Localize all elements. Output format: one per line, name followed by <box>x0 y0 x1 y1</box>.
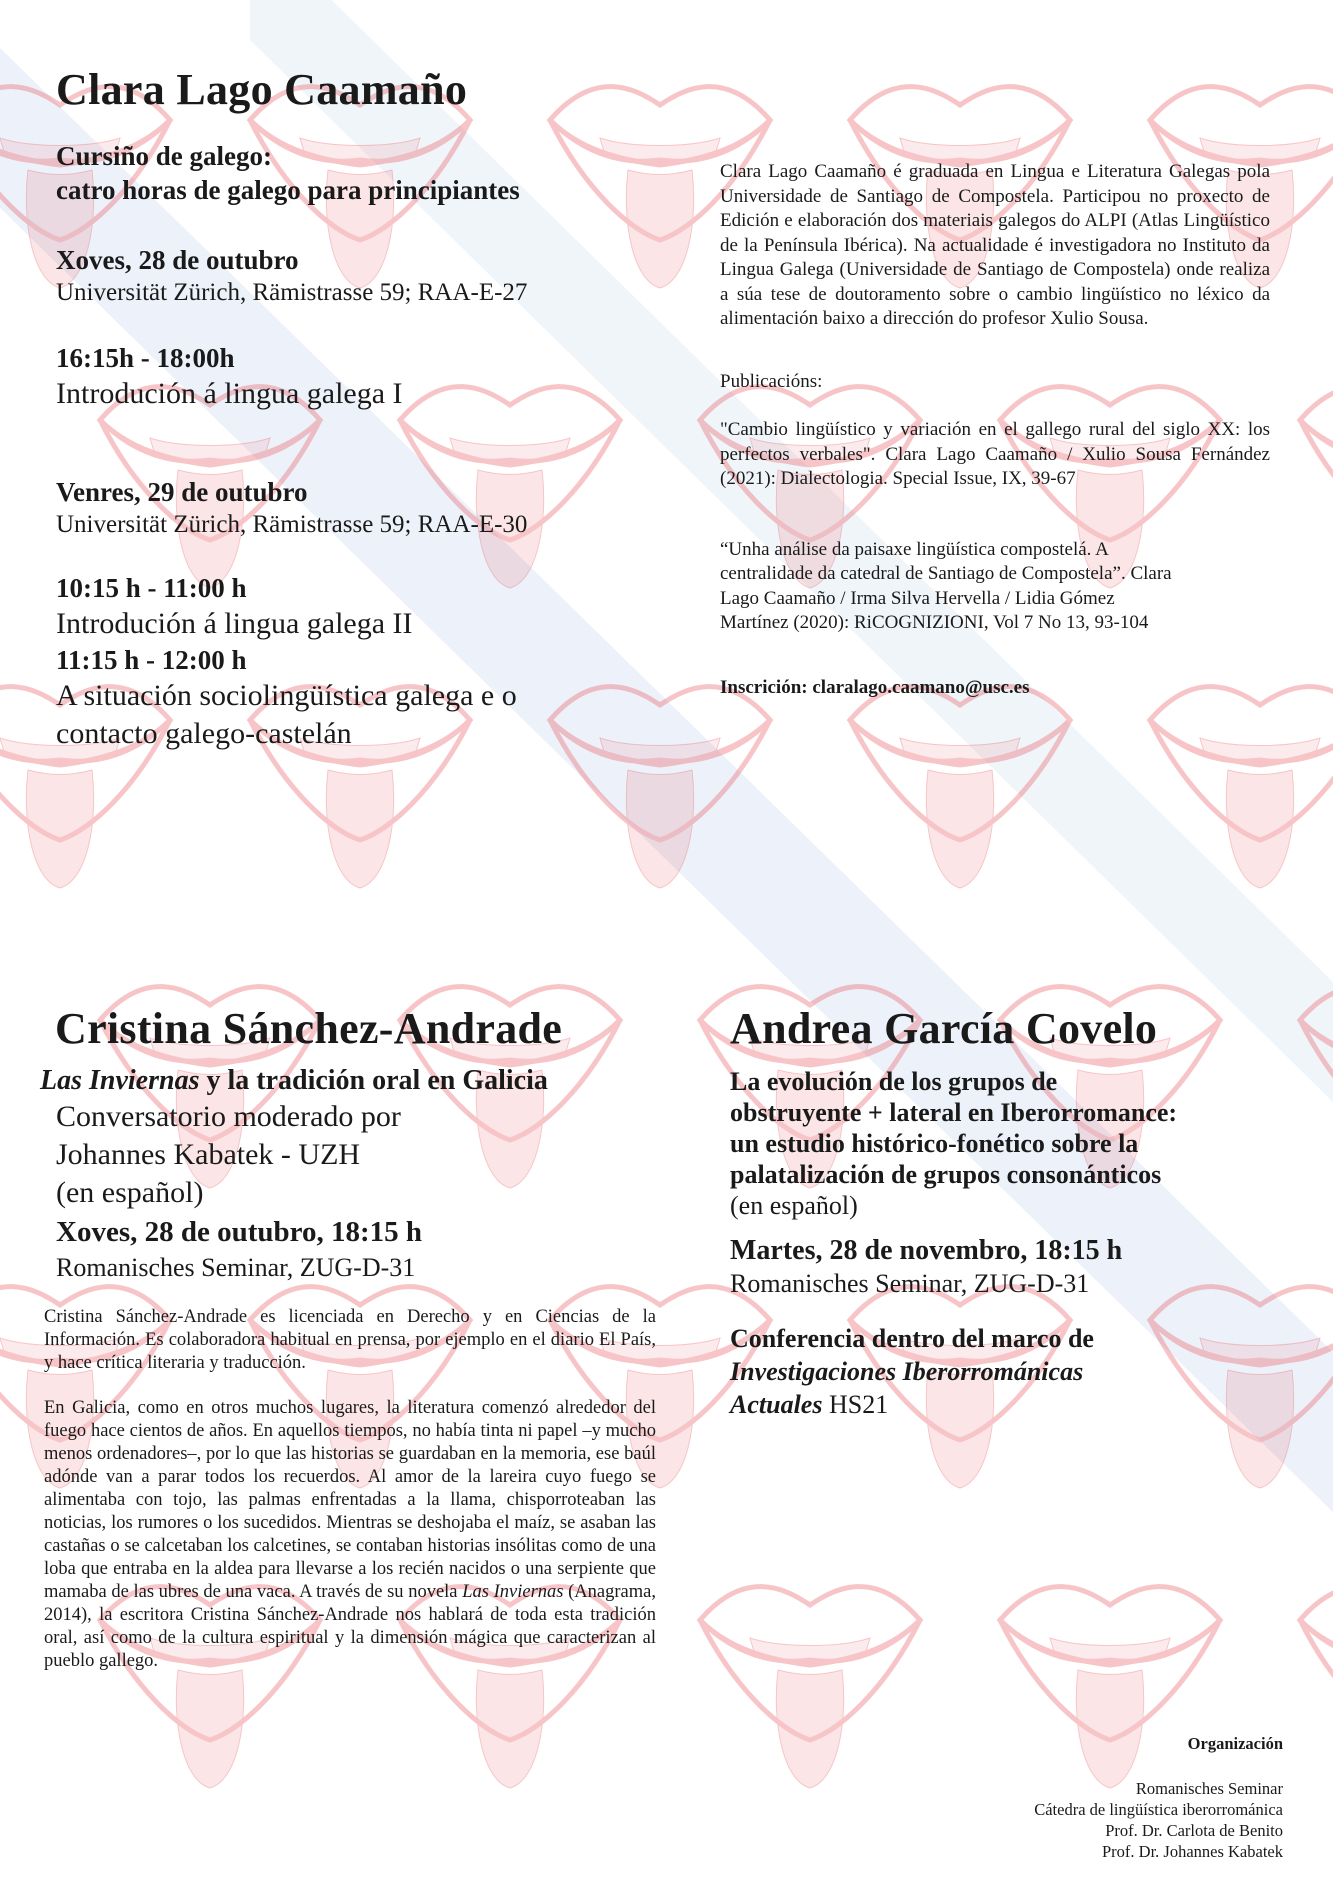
speaker-name-clara: Clara Lago Caamaño <box>56 65 468 114</box>
andrea-conference-line-3 <box>730 1388 1290 1421</box>
day1-session-title: Introdución á lingua galega I <box>56 377 403 410</box>
lips-motif <box>1300 1587 1333 1788</box>
andrea-conference-series-end: Actuales <box>730 1390 823 1419</box>
lips-motif <box>1300 387 1333 588</box>
andrea-date: Martes, 28 de novembro, 18:15 h <box>730 1235 1123 1266</box>
day2-place: Universität Zürich, Rämistrasse 59; RAA-E-30 <box>56 511 528 538</box>
course-subtitle-line-1: Cursiño de galego: <box>56 141 272 171</box>
cristina-description <box>44 1397 656 1673</box>
andrea-talk-title-line-1: La evolución de los grupos de <box>730 1067 1058 1096</box>
course-subtitle-line-2: catro horas de galego para principiantes <box>56 175 520 205</box>
andrea-place: Romanisches Seminar, ZUG-D-31 <box>730 1269 1090 1298</box>
cristina-talk-title <box>40 1064 665 1098</box>
publication-2-line-3: Lago Caamaño / Irma Silva Hervella / Lidia Gómez <box>720 587 1115 609</box>
day2-date: Venres, 29 de outubro <box>56 477 308 507</box>
day2-session-title-1: Introdución á lingua galega II <box>56 607 413 640</box>
andrea-talk-title-line-3: un estudio histórico-fonético sobre la <box>730 1129 1139 1158</box>
speaker-name-cristina: Cristina Sánchez-Andrade <box>55 1004 563 1053</box>
andrea-talk-title-line-4: palatalización de grupos consonánticos <box>730 1160 1162 1189</box>
cristina-bio: Cristina Sánchez-Andrade es licenciada en Derecho y en Ciencias de la Información. Es colaboradora habitual en prensa, por ejemplo en el diario El País, y hace crítica literaria y traducción. <box>44 1307 656 1373</box>
day2-session-title-2 <box>56 677 656 753</box>
day2-time-2: 11:15 h - 12:00 h <box>56 645 247 675</box>
cristina-talk-title-rest: y la tradición oral en Galicia <box>199 1065 548 1096</box>
andrea-event-block <box>730 1003 1290 1421</box>
cristina-language: (en español) <box>56 1176 204 1209</box>
cristina-description-italic: Las Inviernas <box>462 1582 564 1602</box>
organization-line-3: Prof. Dr. Carlota de Benito <box>1105 1821 1283 1840</box>
andrea-language: (en español) <box>730 1191 858 1220</box>
cristina-moderator-line-2: Johannes Kabatek - UZH <box>56 1138 361 1171</box>
organization-heading: Organización <box>1187 1734 1283 1753</box>
day2-time-1: 10:15 h - 11:00 h <box>56 573 247 603</box>
cristina-moderator-line-1: Conversatorio moderado por <box>56 1100 401 1133</box>
andrea-talk-title <box>730 1066 1290 1190</box>
cristina-date: Xoves, 28 de outubro, 18:15 h <box>56 1216 423 1248</box>
day1-date: Xoves, 28 de outubro <box>56 245 299 275</box>
organization-line-4: Prof. Dr. Johannes Kabatek <box>1101 1842 1283 1861</box>
speaker-name-andrea: Andrea García Covelo <box>730 1004 1158 1053</box>
publication-2-line-4: Martínez (2020): RiCOGNIZIONI, Vol 7 No 13, 93-104 <box>720 612 1149 633</box>
publication-2-line-1: “Unha análise da paisaxe lingüística compostelá. A <box>720 538 1109 560</box>
course-subtitle <box>56 139 656 207</box>
publication-2-line-2: centralidade da catedral de Santiago de Compostela”. Clara <box>720 563 1172 584</box>
organization-block <box>1034 1733 1283 1862</box>
andrea-conference-line-1: Conferencia dentro del marco de <box>730 1324 1094 1353</box>
andrea-talk-title-line-2: obstruyente + lateral en Iberorromance: <box>730 1098 1178 1127</box>
publication-1: "Cambio lingüístico y variación en el gallego rural del siglo XX: los perfectos verbales". Clara Lago Caamaño / Xulio Sousa Fernández (2021): Dialectologia. Special Issue, IX, 39-67 <box>720 419 1270 489</box>
cristina-moderator <box>56 1098 665 1212</box>
inscription-email: Inscrición: claralago.caamano@usc.es <box>720 676 1030 698</box>
cristina-description-part-2: (Anagrama, 2014), la escritora Cristina Sánchez-Andrade nos hablará de toda esta tradición oral, así como de la cultura espiritual y la dimensión mágica que caracterizan al pueblo gallego. <box>44 1582 656 1671</box>
lips-motif <box>700 1587 920 1788</box>
andrea-conference-note <box>730 1322 1290 1421</box>
clara-info-block <box>720 160 1270 700</box>
cristina-event-block <box>40 1003 665 1673</box>
cristina-talk-title-italic: Las Inviernas <box>40 1065 200 1096</box>
publication-2 <box>720 538 1270 636</box>
cristina-description-part-1: En Galicia, como en otros muchos lugares, la literatura comenzó alrededor del fuego hace cientos de años. En aquellos tiempos, no había tinta ni papel –y mucho menos ordenadores–, por lo que las historias se guardaban en la memoria, ese baúl adónde van a parar todos los recuerdos. Al amor de la lareira cuyo fuego se alimentaba con tojo, las palmas enfrentadas a la llama, chisporroteaban las noticias, los rumores o los sucedidos. Mientras se deshojaba el maíz, se asaban las castañas o se calcetaban los calcetines, se contaban historias insólitas como de una loba que entraba en la aldea para llevarse a los recién nacidos o una serpiente que mamaba de las ubres de una vaca. A través de su novela <box>44 1398 656 1602</box>
clara-bio: Clara Lago Caamaño é graduada en Lingua e Literatura Galegas pola Universidade de Santiago de Compostela. Participou no proxecto de Edición e elaboración dos materiais galegos do ALPI (Atlas Lingüístico de la Península Ibérica). Na actualidade é investigadora no Instituto da Lingua Galega (Universidade de Santiago de Compostela) onde realiza a súa tese de doutoramento sobre o cambio lingüístico no léxico da alimentación baixo a dirección do profesor Xulio Sousa. <box>720 161 1270 329</box>
day1-time: 16:15h - 18:00h <box>56 343 235 373</box>
day1-place: Universität Zürich, Rämistrasse 59; RAA-E-27 <box>56 279 528 306</box>
clara-event-block <box>56 64 656 753</box>
andrea-conference-term: HS21 <box>822 1390 889 1419</box>
andrea-conference-series: Investigaciones Iberorrománicas <box>730 1357 1084 1386</box>
organization-line-1: Romanisches Seminar <box>1135 1779 1283 1798</box>
publications-heading: Publicacións: <box>720 370 823 392</box>
day2-session-title-2-line-2: contacto galego-castelán <box>56 717 352 750</box>
organization-line-2: Cátedra de lingüística iberorrománica <box>1034 1800 1283 1819</box>
day2-session-title-2-line-1: A situación sociolingüística galega e o <box>56 679 517 712</box>
cristina-place: Romanisches Seminar, ZUG-D-31 <box>56 1253 416 1282</box>
